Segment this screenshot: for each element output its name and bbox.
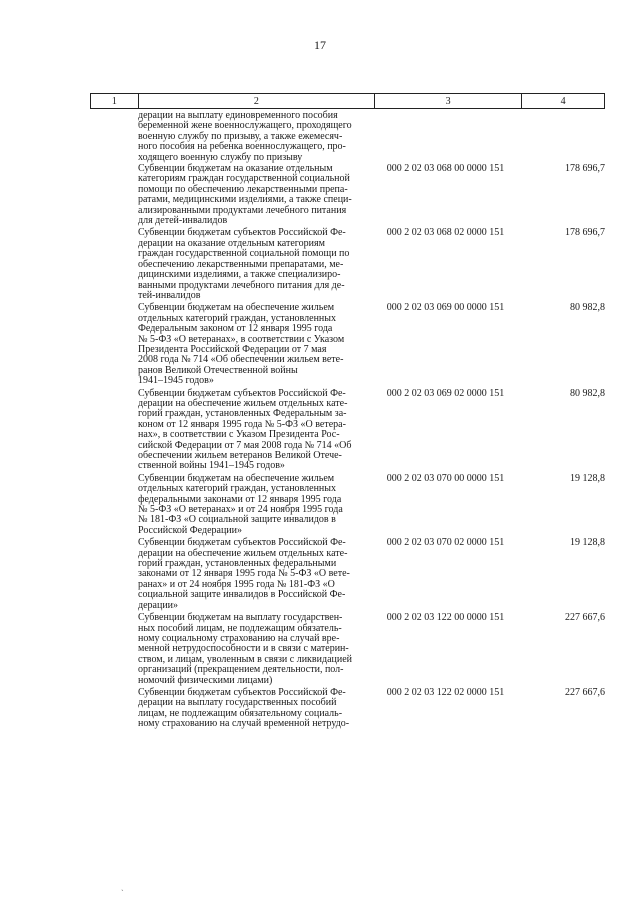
header-col-3: 3: [375, 94, 522, 108]
row-description: Субвенции бюджетам на обеспечение жильем отдельных категорий граждан, установленных федеральными законами от 12 января 1995 года № 5-ФЗ «О ветеранах» и от 24 ноября 1995 года № 181-ФЗ «О социальной защите инвалидов в Российской Федерации»: [138, 472, 343, 536]
header-col-2: 2: [139, 94, 375, 108]
header-col-4: 4: [560, 95, 566, 107]
row-description: Субвенции бюджетам субъектов Российской Фе- дерации на оказание отдельным категориям граждан государственной социальной помощи по обеспечению лекарственными препаратами, ме- дицинскими изделиями, а также специализиро- ванными продуктами лечебного питания для де- тей-инвалидов: [138, 227, 350, 301]
row-amount: 178 696,7: [565, 163, 605, 175]
row-code: [368, 111, 523, 163]
table-row: [90, 688, 605, 730]
table-row: [90, 474, 605, 536]
row-code: 000 2 02 03 070 02 0000 151: [386, 537, 505, 549]
row-amount: [523, 111, 605, 163]
scan-mark: ˏ: [121, 882, 124, 891]
row-code: 000 2 02 03 069 02 0000 151: [386, 387, 505, 399]
row-amount: 227 667,6: [565, 686, 605, 698]
table-row: [90, 228, 605, 301]
row-amount: 19 128,8: [570, 537, 605, 549]
row-code: 000 2 02 03 070 00 0000 151: [386, 472, 505, 484]
table-body: [90, 111, 605, 730]
row-amount: 80 982,8: [570, 387, 605, 399]
row-description: дерации на выплату единовременного пособия беременной жене военнослужащего, проходящего военную службу по призыву, а также ежемесяч- ного пособия на ребенка военнослужащего, про- ходящего военную службу по призыву: [138, 110, 352, 163]
row-amount: 227 667,6: [565, 612, 605, 624]
row-code: 000 2 02 03 068 00 0000 151: [386, 163, 505, 175]
row-amount: 19 128,8: [570, 472, 605, 484]
table-row: [90, 303, 605, 386]
row-description: Субвенции бюджетам субъектов Российской Фе- дерации на обеспечение жильем отдельных кате- горий граждан, установленных Федеральным за- коном от 12 января 1995 года № 5-ФЗ «О ветера- нах», в соответствии с Указом Президента Рос- сийской Федерации от 7 мая 2008 года № 714 «Об обеспечении жильем ветеранов Великой Отече- ственной войны 1941–1945 годов»: [138, 387, 352, 472]
row-amount: 178 696,7: [565, 227, 605, 239]
row-description: Субвенции бюджетам субъектов Российской Фе- дерации на выплату государственных пособий лицам, не подлежащим обязательному социаль- ному страхованию на случай временной нетрудо-: [138, 686, 350, 730]
row-code: 000 2 02 03 122 00 0000 151: [386, 612, 505, 624]
table-row: [90, 389, 605, 472]
header-col-1: 1: [91, 94, 139, 108]
row-description: Субвенции бюджетам субъектов Российской Фе- дерации на обеспечение жильем отдельных кате- горий граждан, установленных федеральными законами от 12 января 1995 года № 5-ФЗ «О вете- ранах» и от 24 ноября 1995 года № 181-ФЗ «О социальной защите инвалидов в Российской Фе- дерации»: [138, 537, 350, 611]
page-number: 17: [314, 38, 326, 52]
table-row: [90, 164, 605, 226]
row-code: 000 2 02 03 069 00 0000 151: [386, 302, 505, 314]
table-row: [90, 111, 605, 163]
row-description: Субвенции бюджетам на выплату государствен- ных пособий лицам, не подлежащим обязатель- ному социальному страхованию на случай вре- менной нетрудоспособности и в связи с материн- ством, и лицам, уволенным в связи с ликвидацией организаций (прекращением деятельности, пол- номочий физическими лицами): [138, 612, 352, 686]
table-header: [90, 93, 605, 109]
row-description: Субвенции бюджетам на обеспечение жильем отдельных категорий граждан, установленных Федеральным законом от 12 января 1995 года № 5-ФЗ «О ветеранах», в соответствии с Указом Президента Российской Федерации от 7 мая 2008 года № 714 «Об обеспечении жильем вете- ранов Великой Отечественной войны 1941–1945 годов»: [138, 302, 345, 387]
row-code: 000 2 02 03 122 02 0000 151: [386, 686, 505, 698]
row-description: Субвенции бюджетам на оказание отдельным категориям граждан государственной социальной помощи по обеспечению лекарственными препа- ратами, медицинскими изделиями, а также специ- ализированными продуктами лечебного питания для детей-инвалидов: [138, 163, 352, 227]
row-code: 000 2 02 03 068 02 0000 151: [386, 227, 505, 239]
table-row: [90, 613, 605, 686]
table-row: [90, 538, 605, 611]
row-amount: 80 982,8: [570, 302, 605, 314]
